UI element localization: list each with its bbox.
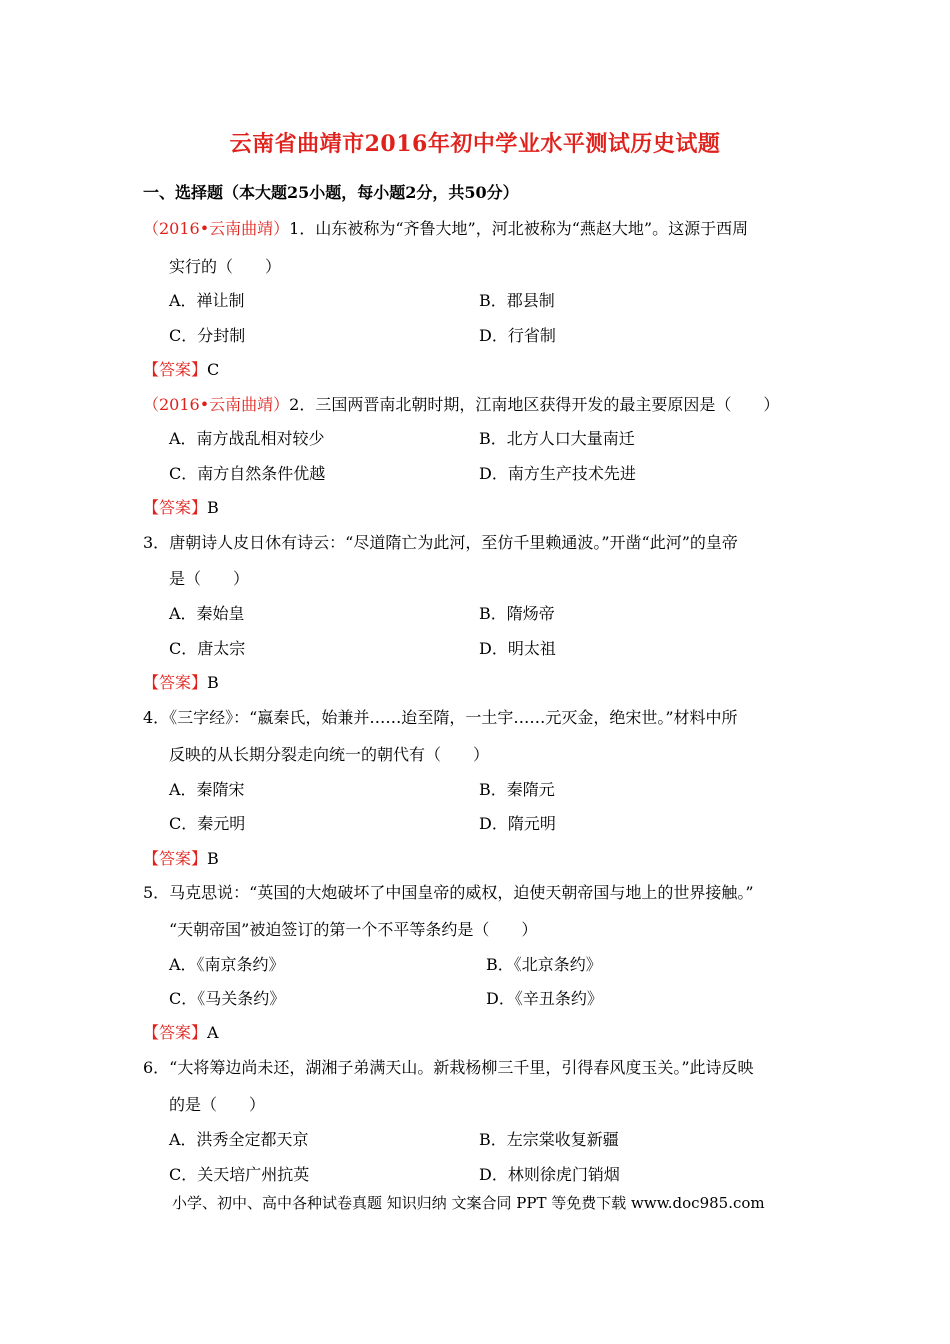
option-c: C．唐太宗: [169, 639, 246, 658]
question-1-stem-continued: 实行的（ ）: [169, 257, 282, 276]
answer-tag: 【答案】: [143, 673, 208, 692]
option-d: D．明太祖: [479, 639, 556, 658]
option-a: A．禅让制: [169, 291, 245, 310]
answer-line: [143, 1020, 219, 1043]
question-source: （2016•云南曲靖）: [143, 219, 290, 238]
question-3-stem: 3．唐朝诗人皮日休有诗云：“尽道隋亡为此河，至仿千里赖通波。”开凿“此河”的皇帝: [143, 533, 738, 552]
question-6-stem-continued: 的是（ ）: [169, 1095, 266, 1114]
option-a: A．秦始皇: [169, 604, 245, 623]
answer-tag: 【答案】: [143, 1023, 208, 1042]
option-b: B．秦隋元: [479, 780, 555, 799]
question-4-stem-continued: 反映的从长期分裂走向统一的朝代有（ ）: [169, 745, 490, 764]
question-text: 2．三国两晋南北朝时期，江南地区获得开发的最主要原因是（ ）: [289, 395, 780, 414]
answer-value: A: [207, 1023, 219, 1042]
page-footer: 小学、初中、高中各种试卷真题 知识归纳 文案合同 PPT 等免费下载 www.doc985.com: [172, 1194, 765, 1212]
option-b: B．郡县制: [479, 291, 555, 310]
question-2-stem: [143, 392, 779, 415]
option-d: D．行省制: [479, 326, 556, 345]
option-d: D．林则徐虎门销烟: [479, 1165, 620, 1184]
option-c: C．《马关条约》: [169, 989, 286, 1008]
question-source: （2016•云南曲靖）: [143, 395, 290, 414]
page-title: 云南省曲靖市2016年初中学业水平测试历史试题: [229, 131, 721, 157]
option-c: C．南方自然条件优越: [169, 464, 326, 483]
answer-line: [143, 846, 219, 869]
question-4-stem: 4．《三字经》：“嬴秦氏，始兼并……迨至隋，一土宇……元灭金，绝宋世。”材料中所: [143, 708, 738, 727]
answer-tag: 【答案】: [143, 498, 208, 517]
question-5-stem-continued: “天朝帝国”被迫签订的第一个不平等条约是（ ）: [169, 920, 538, 939]
answer-line: [143, 357, 219, 380]
question-5-stem: 5．马克思说：“英国的大炮破坏了中国皇帝的威权，迫使天朝帝国与地上的世界接触。”: [143, 883, 754, 902]
option-c: C．分封制: [169, 326, 246, 345]
option-d: D．南方生产技术先进: [479, 464, 636, 483]
answer-line: [143, 670, 219, 693]
option-c: C．关天培广州抗英: [169, 1165, 310, 1184]
option-b: B．《北京条约》: [486, 955, 602, 974]
answer-tag: 【答案】: [143, 360, 208, 379]
option-a: A．南方战乱相对较少: [169, 429, 325, 448]
option-a: A．秦隋宋: [169, 780, 245, 799]
answer-value: B: [207, 498, 219, 517]
answer-tag: 【答案】: [143, 849, 208, 868]
option-a: A．洪秀全定都天京: [169, 1130, 309, 1149]
question-1-stem: [143, 216, 748, 239]
option-d: D．《辛丑条约》: [486, 989, 603, 1008]
answer-value: C: [207, 360, 220, 379]
section-heading: 一、选择题（本大题25小题，每小题2分，共50分）: [143, 183, 519, 202]
answer-value: B: [207, 673, 219, 692]
answer-value: B: [207, 849, 219, 868]
question-3-stem-continued: 是（ ）: [169, 569, 250, 588]
question-6-stem: 6．“大将筹边尚未还，湖湘子弟满天山。新栽杨柳三千里，引得春风度玉关。”此诗反映: [143, 1058, 754, 1077]
option-b: B．隋炀帝: [479, 604, 555, 623]
option-d: D．隋元明: [479, 814, 556, 833]
option-c: C．秦元明: [169, 814, 246, 833]
answer-line: [143, 495, 219, 518]
option-a: A．《南京条约》: [169, 955, 285, 974]
question-text: 1．山东被称为“齐鲁大地”，河北被称为“燕赵大地”。这源于西周: [289, 219, 749, 238]
option-b: B．北方人口大量南迁: [479, 429, 635, 448]
option-b: B．左宗棠收复新疆: [479, 1130, 619, 1149]
